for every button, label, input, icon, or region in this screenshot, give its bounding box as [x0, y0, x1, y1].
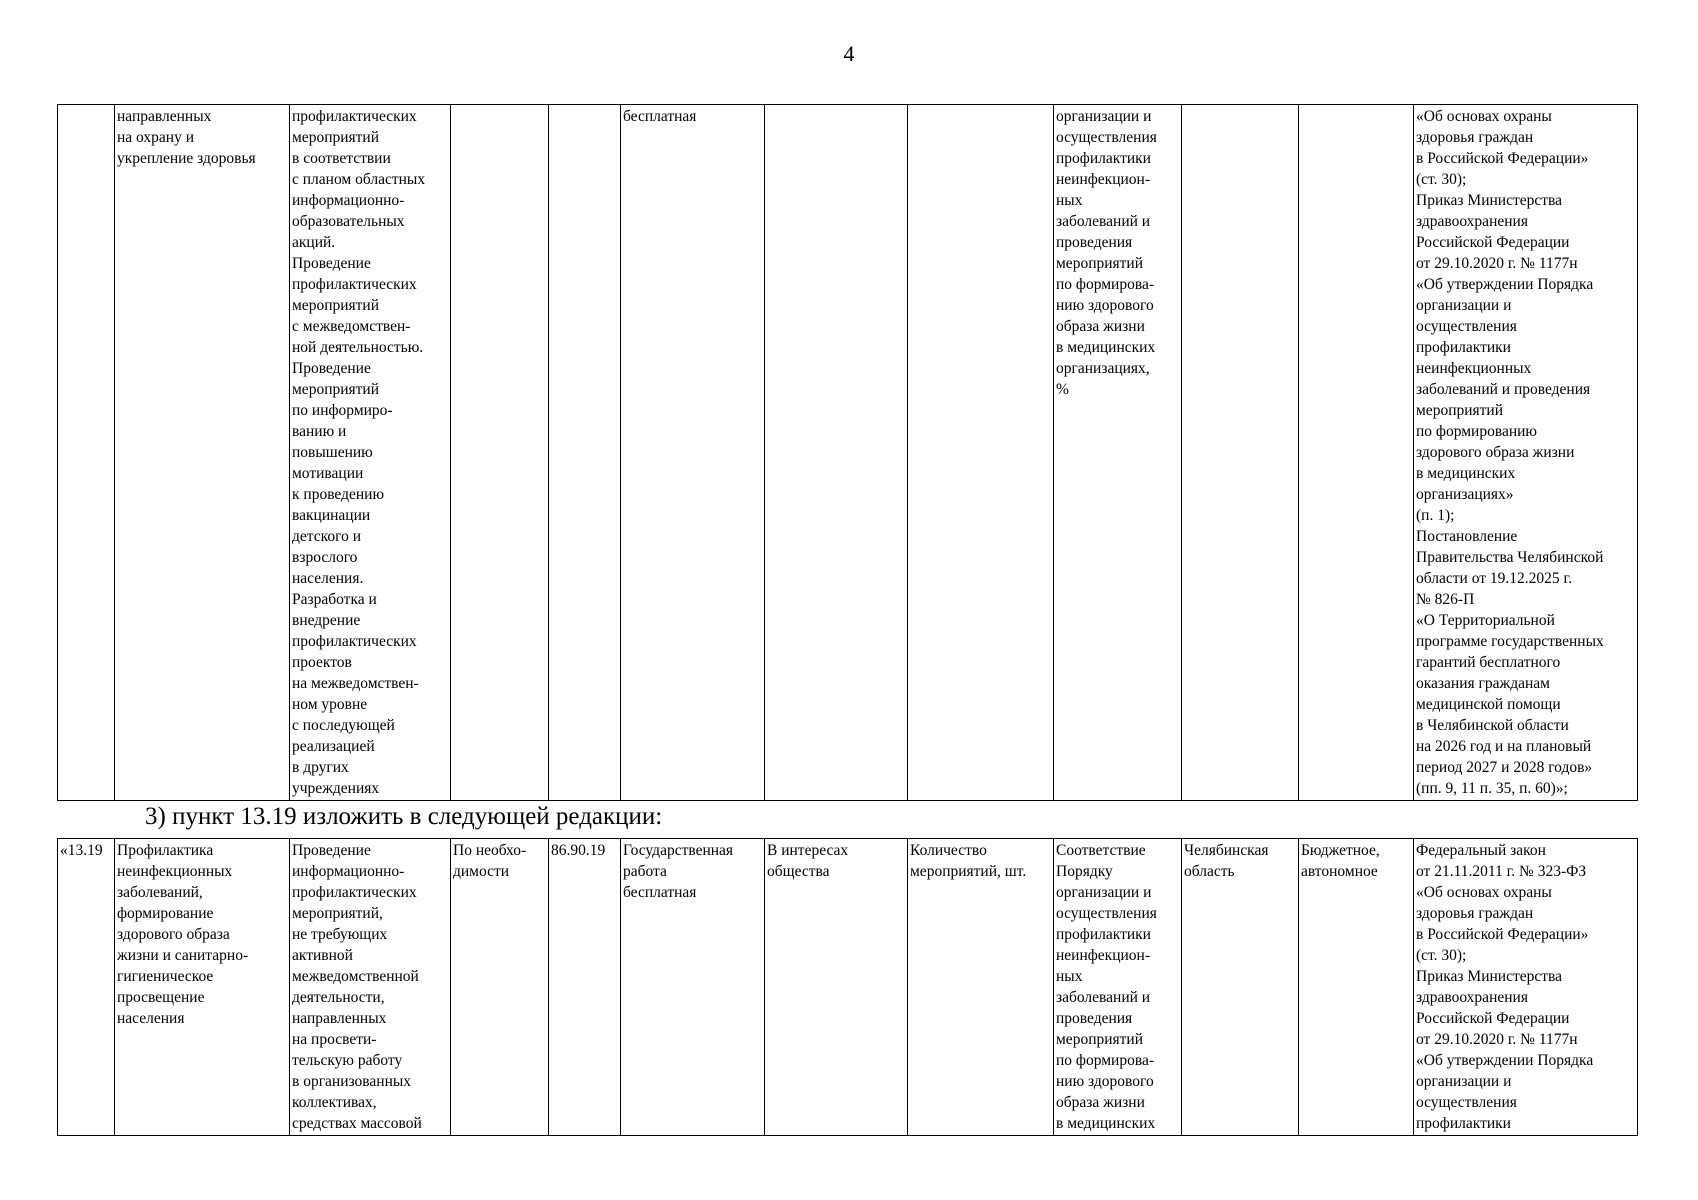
cell-territory: Челябинская область — [1182, 839, 1299, 1136]
cell-service-type: Государственная работа бесплатная — [621, 839, 765, 1136]
table-row — [58, 105, 1638, 801]
cell-service-name: Профилактика неинфекционных заболеваний, формирование здорового образа жизни и санитарно- гигиеническое просвещение населения — [115, 839, 290, 1136]
cell-frequency — [451, 105, 549, 801]
page-number: 4 — [843, 41, 855, 66]
cell-volume-indicator — [908, 105, 1054, 801]
cell-service-name: направленных на охрану и укрепление здоровья — [115, 105, 290, 801]
cell-okved-code — [549, 105, 621, 801]
cell-okved-code: 86.90.19 — [549, 839, 621, 1136]
table-row — [58, 839, 1638, 1136]
cell-frequency: По необхо- димости — [451, 839, 549, 1136]
cell-institution-type — [1299, 105, 1414, 801]
cell-quality-indicator: организации и осуществления профилактики неинфекцион- ных заболеваний и проведения мероприятий по формирова- нию здорового образа жизни в медицинских организациях, % — [1054, 105, 1182, 801]
cell-content: профилактических мероприятий в соответствии с планом областных информационно- образовательных акций. Проведение профилактических мероприятий с межведомствен- ной деятельностью. Проведение мероприятий по информиро- ванию и повышению мотивации к проведению вакцинации детского и взрослого населения. Разработка и внедрение профилактических проектов на межведомствен- ном уровне с последующей реализацией в других учреждениях — [290, 105, 451, 801]
cell-consumers: В интересах общества — [765, 839, 908, 1136]
registry-table-new — [57, 838, 1638, 1136]
cell-volume-indicator: Количество мероприятий, шт. — [908, 839, 1054, 1136]
cell-institution-type: Бюджетное, автономное — [1299, 839, 1414, 1136]
registry-table-continued — [57, 104, 1638, 801]
cell-legal-basis: «Об основах охраны здоровья граждан в Российской Федерации» (ст. 30); Приказ Министерства здравоохранения Российской Федерации от 29.10.2020 г. № 1177н «Об утверждении Порядка организации и осуществления профилактики неинфекционных заболеваний и проведения мероприятий по формированию здорового образа жизни в медицинских организациях» (п. 1); Постановление Правительства Челябинской области от 19.12.2025 г. № 826-П «О Территориальной программе государственных гарантий бесплатного оказания гражданам медицинской помощи в Челябинской области на 2026 год и на плановый период 2027 и 2028 годов» (пп. 9, 11 п. 35, п. 60)»; — [1414, 105, 1638, 801]
cell-service-type: бесплатная — [621, 105, 765, 801]
cell-content: Проведение информационно- профилактических мероприятий, не требующих активной межведомственной деятельности, направленных на просвети- тельскую работу в организованных коллективах, средствах массовой — [290, 839, 451, 1136]
cell-number — [58, 105, 115, 801]
cell-legal-basis: Федеральный закон от 21.11.2011 г. № 323-ФЗ «Об основах охраны здоровья граждан в Российской Федерации» (ст. 30); Приказ Министерства здравоохранения Российской Федерации от 29.10.2020 г. № 1177н «Об утверждении Порядка организации и осуществления профилактики — [1414, 839, 1638, 1136]
cell-quality-indicator: Соответствие Порядку организации и осуществления профилактики неинфекцион- ных заболеваний и проведения мероприятий по формирова- нию здорового образа жизни в медицинских — [1054, 839, 1182, 1136]
cell-territory — [1182, 105, 1299, 801]
cell-number: «13.19 — [58, 839, 115, 1136]
section-heading: 3) пункт 13.19 изложить в следующей редакции: — [145, 803, 663, 830]
cell-consumers — [765, 105, 908, 801]
